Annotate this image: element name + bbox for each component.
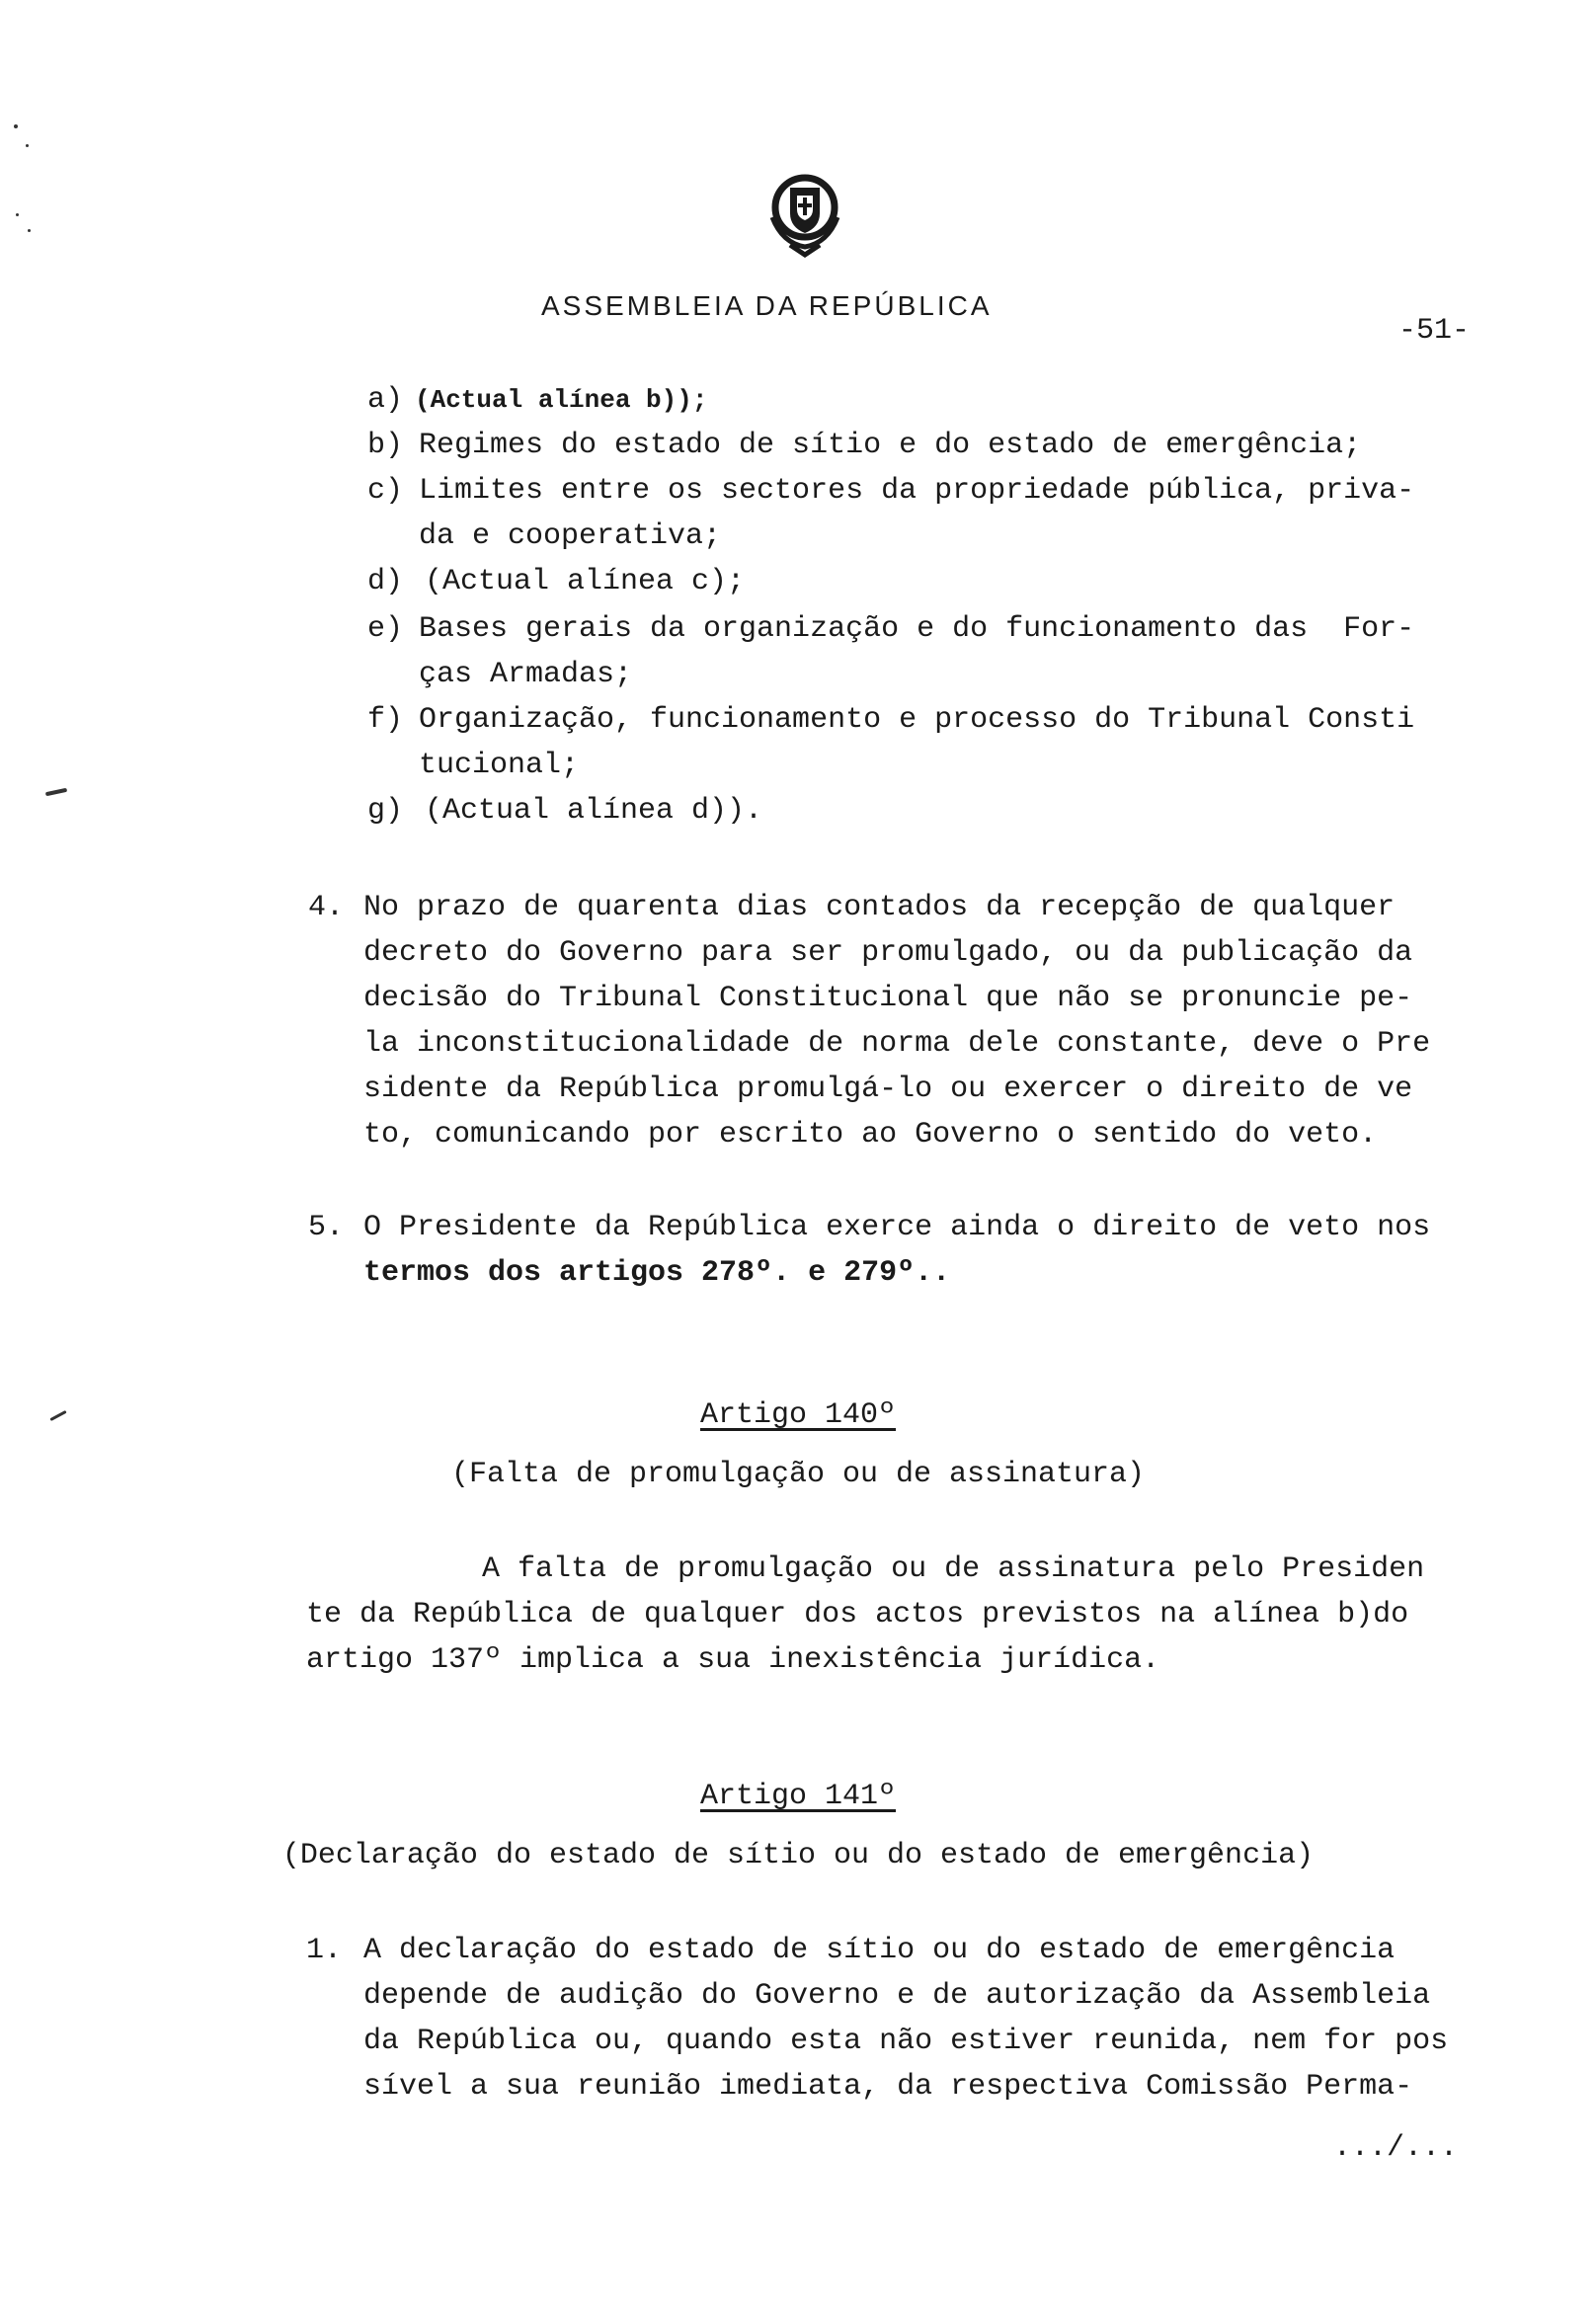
scan-speck bbox=[45, 788, 67, 796]
article-text-line: depende de audição do Governo e de autorização da Assembleia bbox=[363, 1979, 1431, 2013]
paragraph-line: O Presidente da República exerce ainda o direito de veto nos bbox=[363, 1211, 1431, 1244]
paragraph-number: 4. bbox=[308, 891, 345, 924]
article-text-line: te da República de qualquer dos actos previstos na alínea b)do bbox=[306, 1598, 1409, 1631]
paragraph-number: 5. bbox=[308, 1211, 345, 1244]
article-title: Artigo 141º bbox=[699, 1780, 897, 1813]
page-number: -51- bbox=[1398, 314, 1471, 348]
article-text-line: A falta de promulgação ou de assinatura pelo Presiden bbox=[482, 1552, 1425, 1586]
list-item-c-line-1: Limites entre os sectores da propriedade pública, priva- bbox=[419, 474, 1415, 508]
list-letter-e: e) bbox=[367, 612, 404, 646]
list-item-d-line-1: (Actual alínea c); bbox=[425, 565, 746, 598]
continuation-marker: .../... bbox=[1333, 2131, 1459, 2165]
article-subtitle: (Falta de promulgação ou de assinatura) bbox=[450, 1458, 1146, 1491]
list-letter-d: d) bbox=[367, 565, 404, 598]
list-item-e-line-2: ças Armadas; bbox=[419, 658, 633, 691]
paragraph-line: sidente da República promulgá-lo ou exercer o direito de ve bbox=[363, 1073, 1413, 1106]
article-item-number: 1. bbox=[306, 1934, 343, 1967]
scan-speck bbox=[26, 144, 29, 147]
article-title: Artigo 140º bbox=[699, 1398, 897, 1432]
list-letter-a: a) bbox=[367, 383, 404, 417]
article-text-line: artigo 137º implica a sua inexistência jurídica. bbox=[306, 1643, 1160, 1677]
paragraph-line: decisão do Tribunal Constitucional que não se pronuncie pe- bbox=[363, 982, 1413, 1015]
paragraph-line: la inconstitucionalidade de norma dele constante, deve o Pre bbox=[363, 1027, 1431, 1061]
paragraph-line: termos dos artigos 278º. e 279º.. bbox=[363, 1256, 951, 1290]
paragraph-line: No prazo de quarenta dias contados da recepção de qualquer bbox=[363, 891, 1396, 924]
article-text-line: A declaração do estado de sítio ou do estado de emergência bbox=[363, 1934, 1396, 1967]
list-item-f-line-2: tucional; bbox=[419, 749, 580, 782]
list-item-g-line-1: (Actual alínea d)). bbox=[425, 794, 763, 828]
list-item-e-line-1: Bases gerais da organização e do funcionamento das For- bbox=[419, 612, 1415, 646]
list-item-c-line-2: da e cooperativa; bbox=[419, 519, 722, 553]
list-letter-g: g) bbox=[367, 794, 404, 828]
paragraph-line: decreto do Governo para ser promulgado, ou da publicação da bbox=[363, 936, 1413, 970]
article-text-line: sível a sua reunião imediata, da respectiva Comissão Perma- bbox=[363, 2070, 1413, 2104]
article-subtitle: (Declaração do estado de sítio ou do estado de emergência) bbox=[281, 1839, 1315, 1872]
scan-speck bbox=[28, 229, 31, 232]
list-letter-c: c) bbox=[367, 474, 404, 508]
list-letter-b: b) bbox=[367, 429, 404, 462]
paragraph-line: to, comunicando por escrito ao Governo o sentido do veto. bbox=[363, 1118, 1378, 1152]
list-letter-f: f) bbox=[367, 703, 404, 737]
scan-speck bbox=[14, 124, 18, 128]
scan-speck bbox=[16, 213, 19, 216]
list-item-a-line-1: (Actual alínea b)); bbox=[415, 385, 708, 415]
list-item-b-line-1: Regimes do estado de sítio e do estado de emergência; bbox=[419, 429, 1362, 462]
coat-of-arms-icon bbox=[760, 166, 849, 265]
article-text-line: da República ou, quando esta não estiver reunida, nem for pos bbox=[363, 2025, 1449, 2058]
list-item-f-line-1: Organização, funcionamento e processo do Tribunal Consti bbox=[419, 703, 1415, 737]
institution-title: ASSEMBLEIA DA REPÚBLICA bbox=[541, 290, 993, 321]
